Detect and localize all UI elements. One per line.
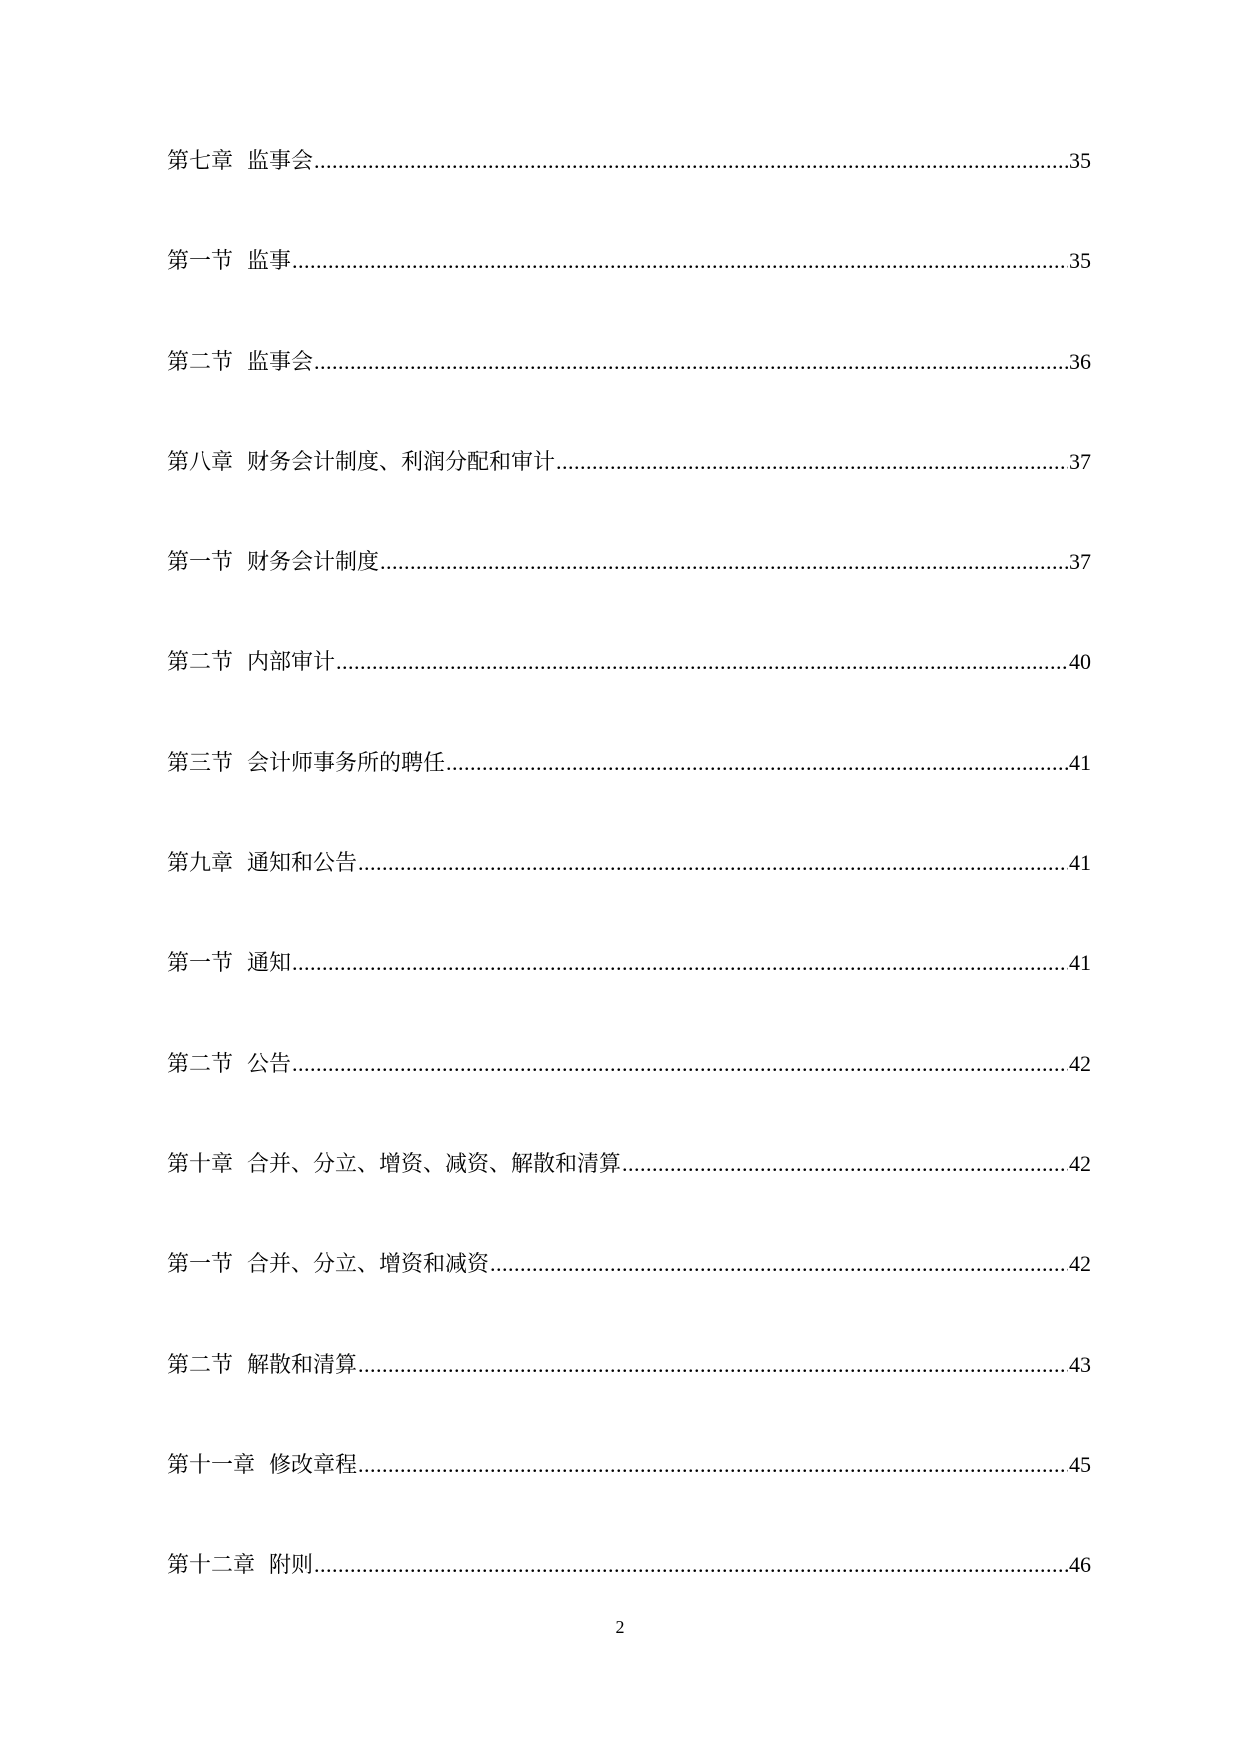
toc-entry-title: 第八章 财务会计制度、利润分配和审计 — [167, 449, 555, 475]
toc-entry-title: 第二节 监事会 — [167, 349, 313, 375]
toc-entry-title: 第七章 监事会 — [167, 149, 313, 174]
toc-entry[interactable] — [167, 1451, 1091, 1554]
toc-entry[interactable] — [167, 852, 1091, 952]
toc-entry[interactable] — [167, 651, 1091, 751]
toc-entry-page: 42 — [1069, 1050, 1091, 1076]
toc-dot-leader — [292, 1053, 1068, 1075]
toc-dot-leader — [336, 651, 1068, 673]
toc-entry-title: 第二节 公告 — [167, 1051, 291, 1077]
toc-dot-leader — [622, 1153, 1068, 1175]
toc-entry-title: 第十章 合并、分立、增资、减资、解散和清算 — [167, 1151, 621, 1177]
toc-entry[interactable] — [167, 952, 1091, 1052]
toc-dot-leader — [292, 250, 1068, 272]
toc-entry[interactable] — [167, 1351, 1091, 1454]
toc-entry-title: 第二节 解散和清算 — [167, 1352, 357, 1378]
toc-dot-leader — [358, 1454, 1068, 1476]
toc-entry-page: 45 — [1069, 1451, 1091, 1477]
toc-entry[interactable] — [167, 551, 1091, 651]
toc-dot-leader — [556, 451, 1068, 473]
page-number: 2 — [615, 1617, 625, 1637]
toc-entry[interactable] — [167, 749, 1091, 852]
toc-entry[interactable] — [167, 150, 1091, 250]
toc-dot-leader — [446, 752, 1068, 774]
toc-entry-page: 42 — [1069, 1251, 1091, 1277]
toc-entry-page: 46 — [1069, 1552, 1091, 1578]
toc-entry-title: 第十二章 附则 — [167, 1553, 313, 1579]
toc-entry[interactable] — [167, 448, 1091, 551]
toc-dot-leader — [314, 351, 1068, 373]
toc-entry-title: 第三节 会计师事务所的聘任 — [167, 750, 445, 776]
toc-dot-leader — [314, 150, 1068, 172]
toc-entry[interactable] — [167, 250, 1091, 350]
toc-entry-page: 37 — [1069, 448, 1091, 474]
toc-entry-title: 第一节 通知 — [167, 951, 291, 977]
toc-entry-title: 第一节 财务会计制度 — [167, 550, 379, 576]
toc-entry-page: 41 — [1069, 850, 1091, 876]
toc-dot-leader — [490, 1253, 1068, 1275]
toc-entry-page: 35 — [1069, 248, 1091, 274]
toc-entry-page: 41 — [1069, 749, 1091, 775]
table-of-contents — [167, 150, 1091, 1654]
toc-entry-page: 43 — [1069, 1351, 1091, 1377]
toc-dot-leader — [358, 852, 1068, 874]
toc-entry[interactable] — [167, 348, 1091, 451]
toc-dot-leader — [380, 551, 1068, 573]
toc-entry-title: 第二节 内部审计 — [167, 650, 335, 676]
toc-entry-page: 37 — [1069, 549, 1091, 575]
toc-entry-title: 第一节 监事 — [167, 249, 291, 275]
toc-entry[interactable] — [167, 1050, 1091, 1153]
toc-dot-leader — [314, 1554, 1068, 1576]
toc-entry[interactable] — [167, 1253, 1091, 1353]
toc-dot-leader — [358, 1354, 1068, 1376]
toc-entry-title: 第一节 合并、分立、增资和减资 — [167, 1252, 489, 1278]
toc-entry-page: 36 — [1069, 348, 1091, 374]
toc-entry-page: 35 — [1069, 148, 1091, 173]
toc-entry-page: 42 — [1069, 1150, 1091, 1176]
toc-entry[interactable] — [167, 1150, 1091, 1253]
toc-entry-title: 第九章 通知和公告 — [167, 851, 357, 877]
toc-entry[interactable] — [167, 1554, 1091, 1654]
toc-entry-page: 40 — [1069, 649, 1091, 675]
toc-entry-page: 41 — [1069, 950, 1091, 976]
toc-dot-leader — [292, 952, 1068, 974]
toc-entry-title: 第十一章 修改章程 — [167, 1452, 357, 1478]
